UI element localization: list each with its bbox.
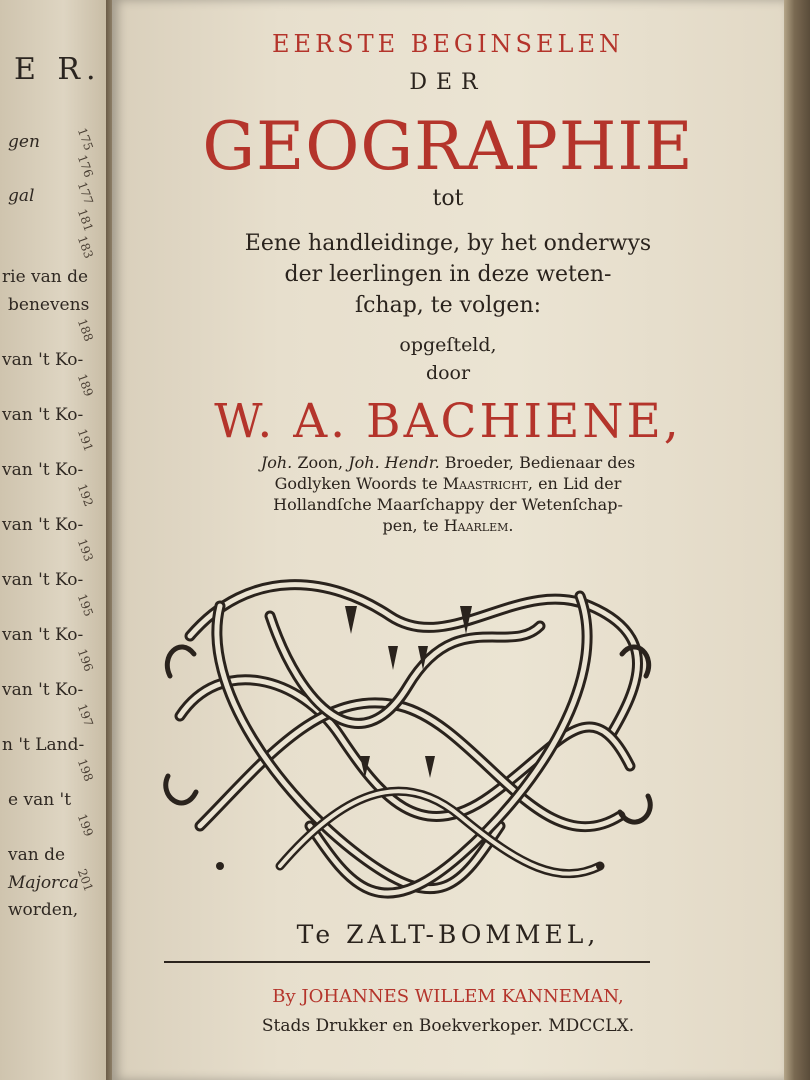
credit-line-2: Godlyken Woords te Maastricht, en Lid der [274,474,622,493]
left-page-number: 175 [74,126,96,153]
woodcut-ornament [160,566,656,902]
left-index-entry: n 't Land- [2,735,85,755]
left-page-number: 183 [74,234,96,261]
left-page-number: 177 [74,180,96,207]
imprint-line: Stads Drukker en Boekverkoper. MDCCLX. [261,1016,635,1036]
left-page-number: 189 [74,372,96,399]
credit-line-1: Joh. Zoon, Joh. Hendr. Broeder, Bedienaar des [260,453,636,472]
title-line-1: EERSTE BEGINSELEN [272,30,624,58]
credit-line-4: pen, te Haarlem. [382,516,514,535]
left-index-entry: gal [8,186,35,206]
printer-name: By JOHANNES WILLEM KANNEMAN, [272,986,624,1007]
left-index-entry: van 't Ko- [2,515,84,535]
subtitle-block [112,228,784,321]
divider-rule [164,961,650,963]
left-index-entry: van de [8,845,66,865]
left-page-number: 201 [74,867,96,894]
author-credit [112,452,784,536]
left-page-number: 196 [74,647,96,674]
left-index-entry: van 't Ko- [2,405,84,425]
subtitle-line-3: ſchap, te volgen: [354,293,542,318]
left-index-entry: van 't Ko- [2,350,84,370]
left-page-number: 188 [74,317,96,344]
left-page-number: 197 [74,702,96,729]
left-index-entry: worden, [8,900,79,920]
left-page-header: E R. [14,52,102,87]
left-index-entry: gen [8,132,40,152]
left-page-number: 195 [74,592,96,619]
left-index-entry: rie van de [2,267,89,287]
left-index-entry: van 't Ko- [2,625,84,645]
title-line-2: DER [409,70,487,95]
left-page-number: 191 [74,427,96,454]
author-name: W. A. BACHIENE, [214,394,682,449]
by-label: door [425,362,471,384]
title-connector: tot [432,186,464,211]
compiled-label: opgeſteld, [399,334,497,356]
publication-place: Te ZALT-BOMMEL, [296,920,600,949]
left-page-number: 199 [74,812,96,839]
left-page-number: 193 [74,537,96,564]
left-index-entry: van 't Ko- [2,680,84,700]
main-title: GEOGRAPHIE [202,108,694,185]
subtitle-line-2: der leerlingen in deze weten- [284,262,612,287]
left-page-number: 176 [74,153,96,180]
left-index-entry: van 't Ko- [2,570,84,590]
page-edge [784,0,810,1080]
left-page-number: 181 [74,207,96,234]
subtitle-line-1: Eene handleidinge, by het onderwys [244,231,652,256]
left-page [0,0,108,1080]
left-index-entry: van 't Ko- [2,460,84,480]
left-index-entry: Majorca [8,873,79,893]
left-page-number: 192 [74,482,96,509]
left-index-entry: benevens [8,295,90,315]
title-page [112,0,784,1080]
left-page-number: 198 [74,757,96,784]
left-index-entry: e van 't [8,790,72,810]
credit-line-3: Hollandſche Maarſchappy der Wetenſchap- [273,495,623,514]
